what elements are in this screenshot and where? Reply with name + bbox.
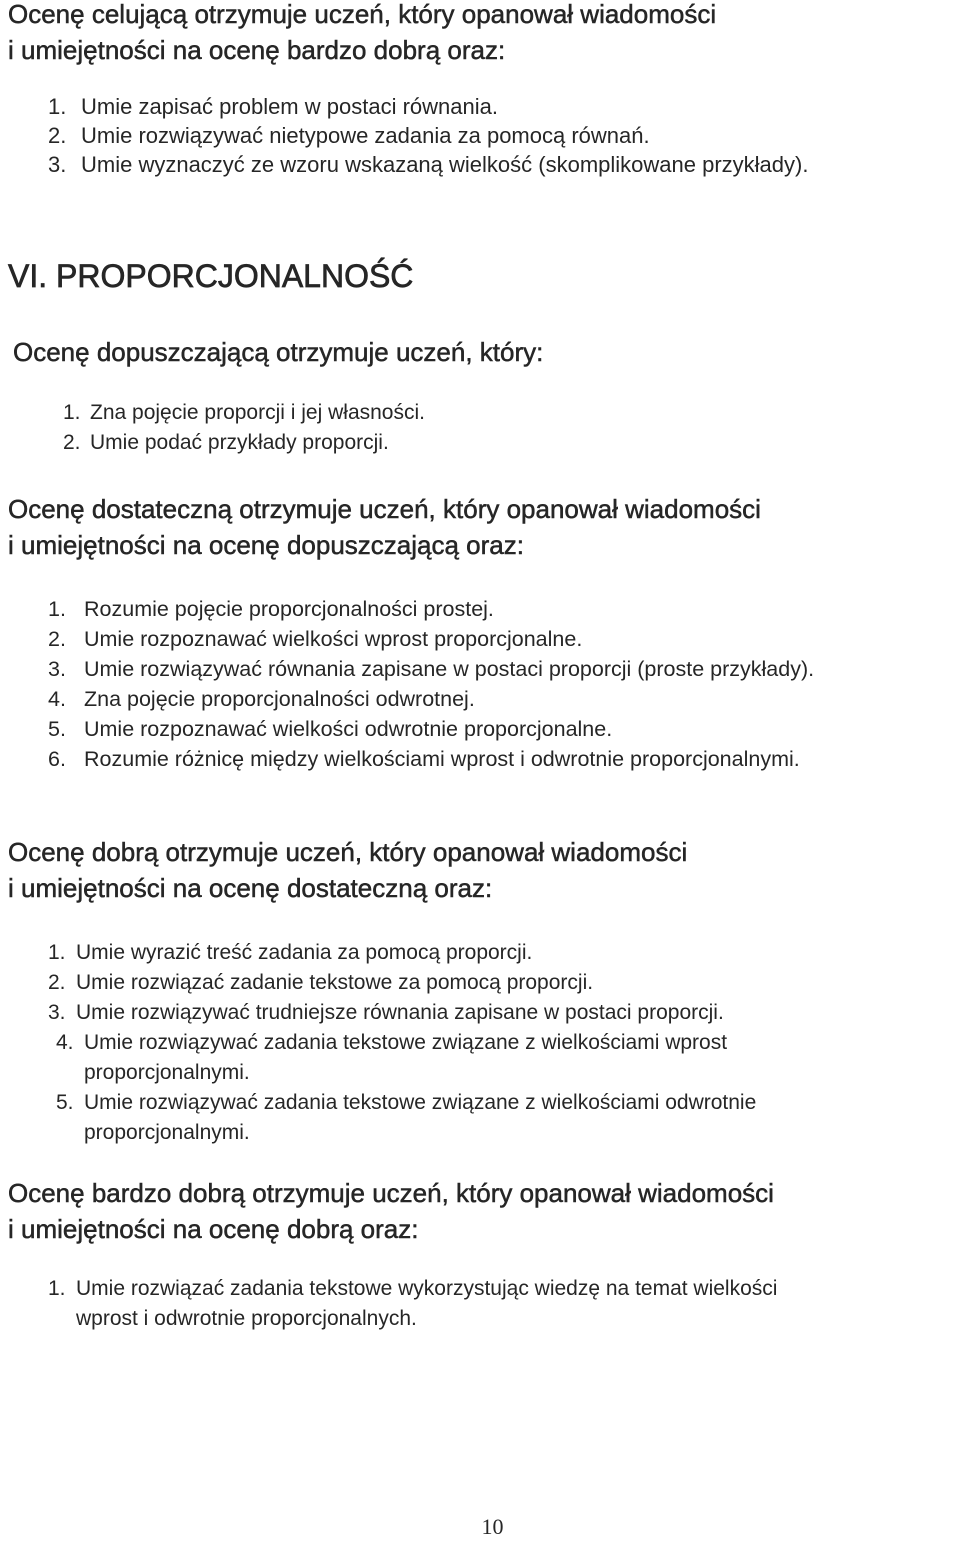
heading-line: i umiejętności na ocenę dostateczną oraz: [8,873,493,903]
list-item: 5. Umie rozpoznawać wielkości odwrotnie proporcjonalne. [48,717,613,741]
list-item-continuation: proporcjonalnymi. [84,1121,250,1144]
list-dobra [48,938,756,1148]
list-item: 1. Zna pojęcie proporcji i jej własności. [63,401,425,424]
list-item: 2. Umie rozpoznawać wielkości wprost proporcjonalne. [48,627,583,651]
list-item: 2. Umie podać przykłady proporcji. [63,431,389,454]
list-item: 6. Rozumie różnicę między wielkościami wprost i odwrotnie proporcjonalnymi. [48,747,800,771]
heading-line: i umiejętności na ocenę bardzo dobrą oraz: [8,35,506,65]
list-item: 1. Umie zapisać problem w postaci równania. [48,94,498,119]
heading-bardzo-dobra [8,1175,774,1247]
list-item: 1. Umie wyrazić treść zadania za pomocą proporcji. [48,941,533,964]
heading-line: i umiejętności na ocenę dopuszczającą oraz: [8,530,524,560]
list-item: 4. Umie rozwiązywać zadania tekstowe związane z wielkościami wprost [56,1031,728,1054]
heading-line: Ocenę dopuszczającą otrzymuje uczeń, który: [13,337,544,367]
heading-dostateczna [8,491,761,563]
heading-celujaca [8,0,716,68]
list-item: 3. Umie rozwiązywać równania zapisane w postaci proporcji (proste przykłady). [48,657,815,681]
list-bardzo-dobra [48,1274,777,1334]
heading-line: Ocenę celującą otrzymuje uczeń, który opanował wiadomości [8,0,717,29]
page-number: 10 [481,1514,504,1539]
list-dopuszczajaca [63,398,425,458]
heading-dopuszczajaca [13,334,543,370]
heading-dobra [8,834,687,906]
list-item: 3. Umie rozwiązywać trudniejsze równania zapisane w postaci proporcji. [48,1001,724,1024]
list-item: 4. Zna pojęcie proporcjonalności odwrotnej. [48,687,475,711]
list-item: 2. Umie rozwiązać zadanie tekstowe za pomocą proporcji. [48,971,594,994]
list-item: 5. Umie rozwiązywać zadania tekstowe związane z wielkościami odwrotnie [56,1091,757,1114]
list-dostateczna [48,594,814,774]
list-item: 3. Umie wyznaczyć ze wzoru wskazaną wielkość (skomplikowane przykłady). [48,152,809,177]
list-item-continuation: proporcjonalnymi. [84,1061,250,1084]
section-title: VI. PROPORCJONALNOŚĆ [8,258,414,294]
heading-line: Ocenę bardzo dobrą otrzymuje uczeń, który opanował wiadomości [8,1178,774,1208]
list-celujaca [48,92,808,179]
list-item-continuation: wprost i odwrotnie proporcjonalnych. [76,1307,417,1330]
list-item: 1. Umie rozwiązać zadania tekstowe wykorzystując wiedzę na temat wielkości [48,1277,778,1300]
heading-line: Ocenę dobrą otrzymuje uczeń, który opanował wiadomości [8,837,688,867]
list-item: 2. Umie rozwiązywać nietypowe zadania za pomocą równań. [48,123,650,148]
list-item: 1. Rozumie pojęcie proporcjonalności prostej. [48,597,494,621]
heading-line: i umiejętności na ocenę dobrą oraz: [8,1214,419,1244]
heading-line: Ocenę dostateczną otrzymuje uczeń, który opanował wiadomości [8,494,761,524]
